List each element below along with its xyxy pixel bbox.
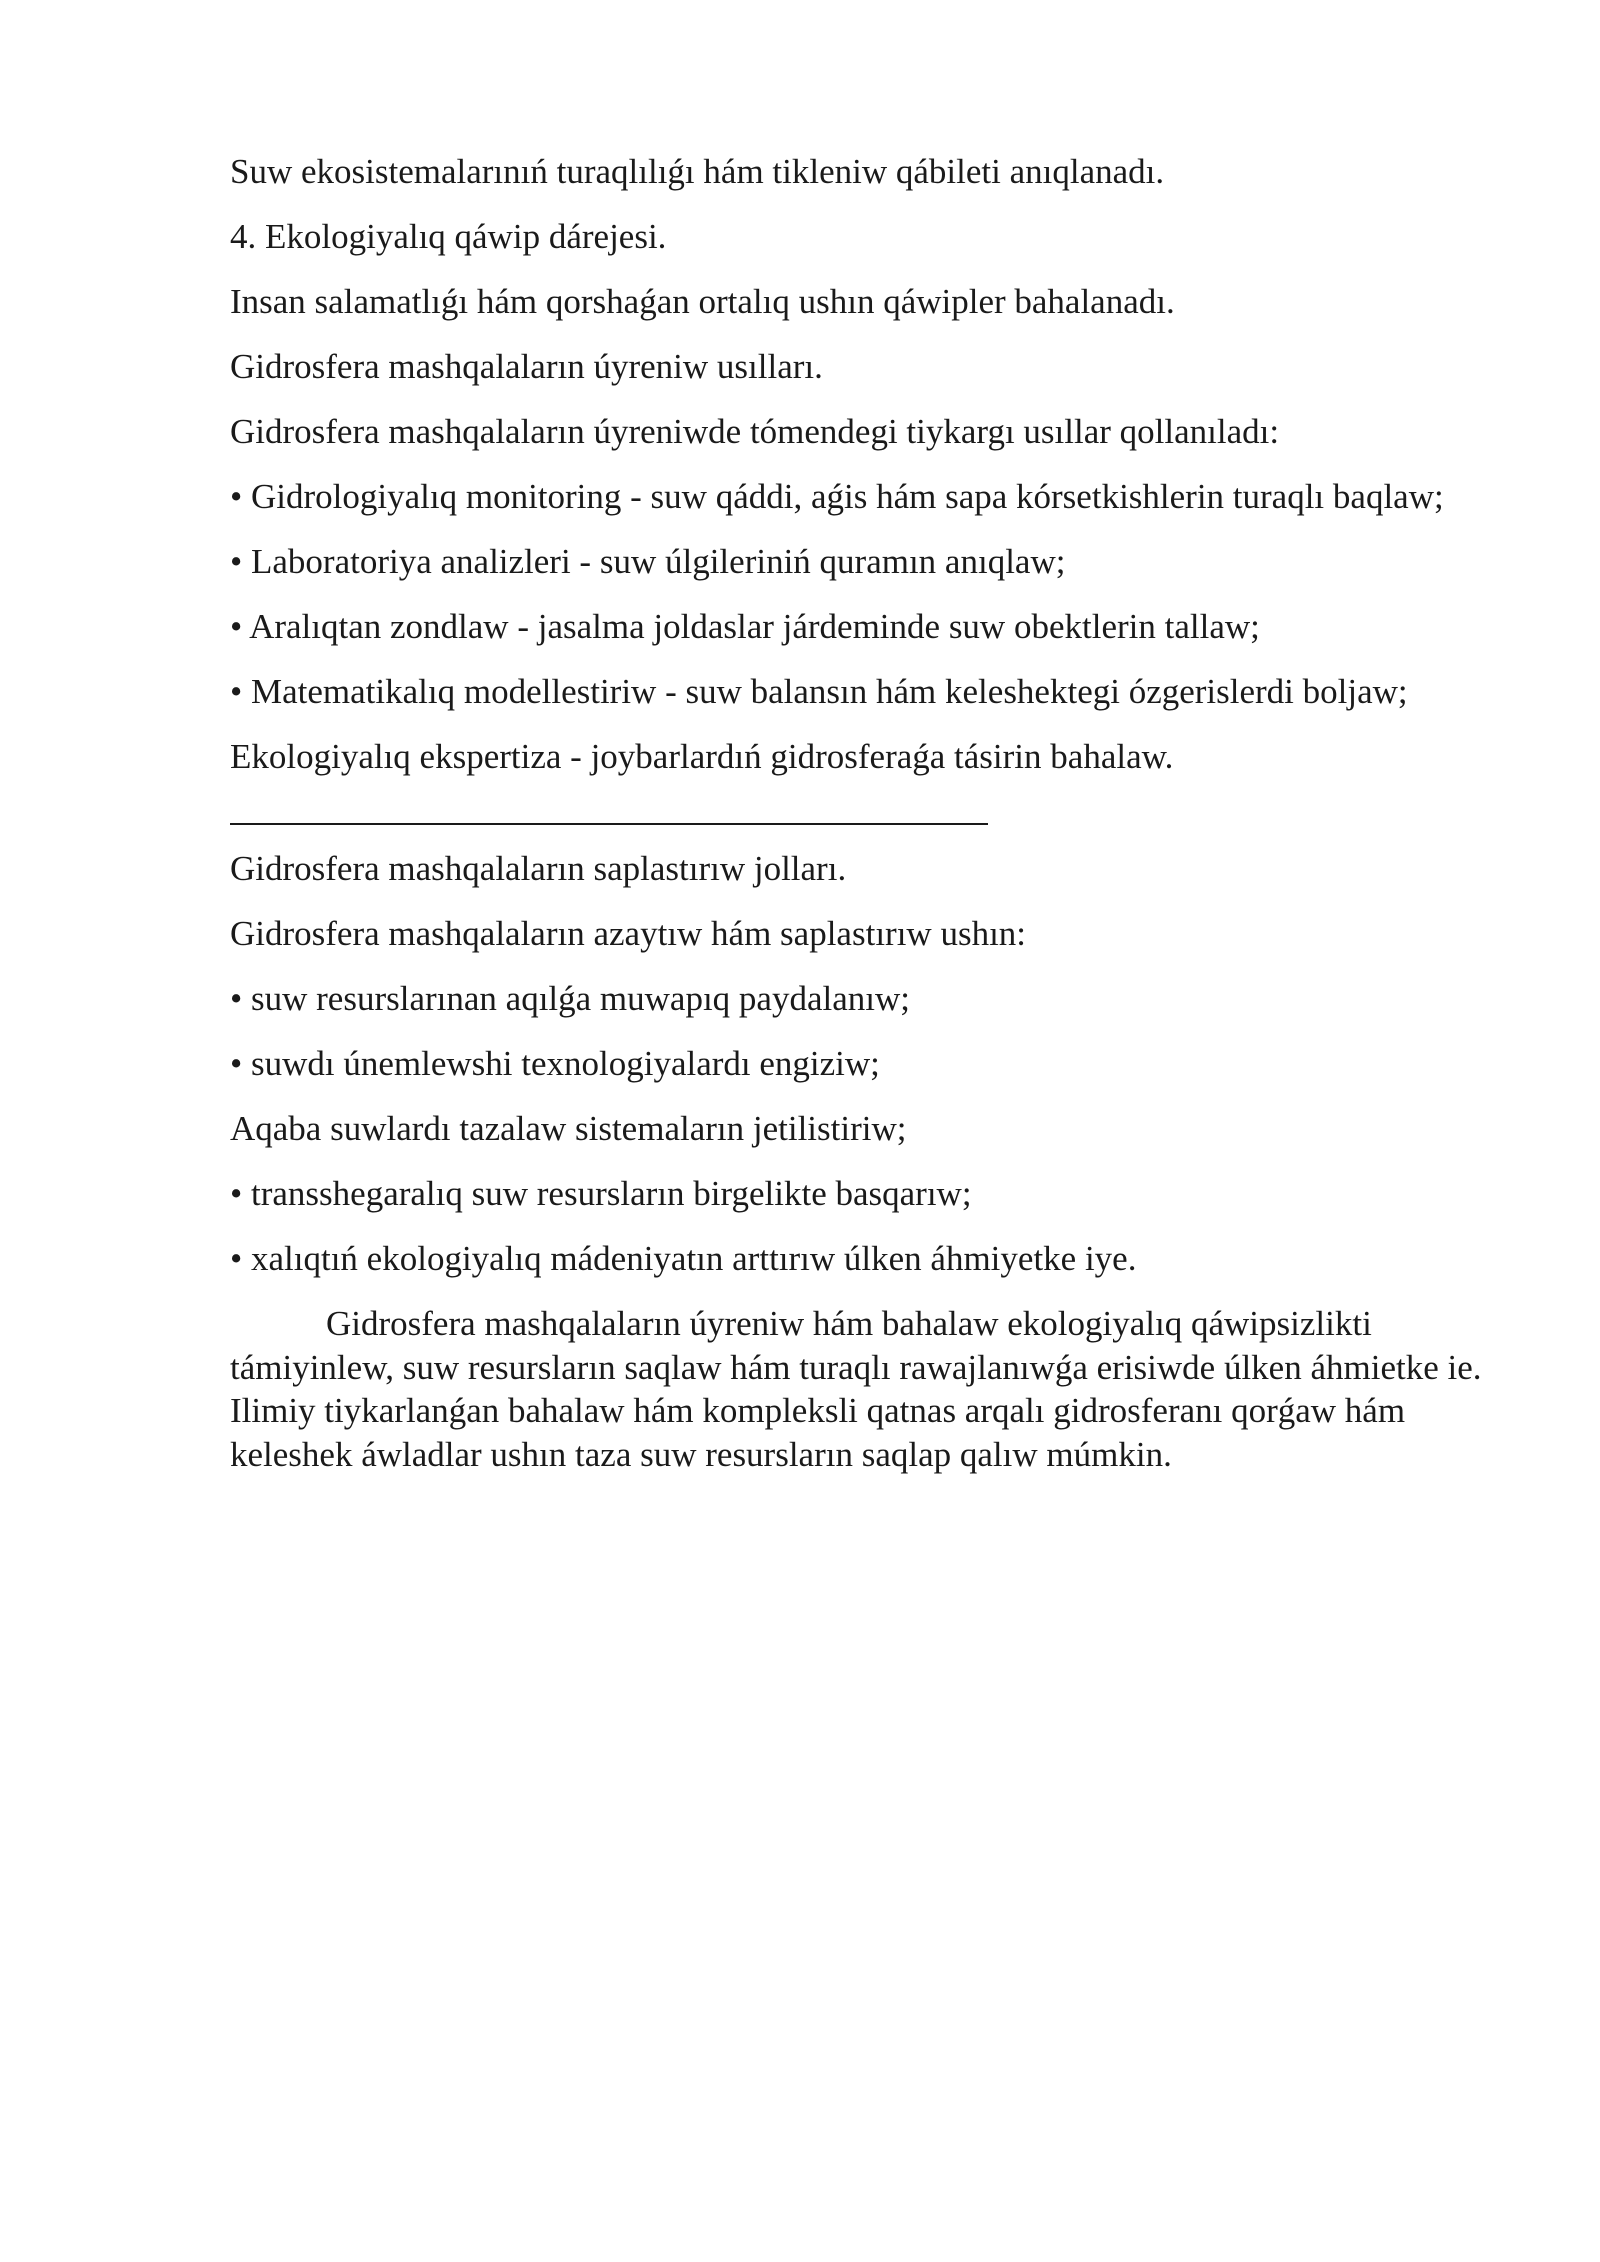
list-item-transboundary-management: • transshegaralıq suw resursların birgelikte basqarıw;	[230, 1174, 972, 1213]
list-item-remote-sensing: • Aralıqtan zondlaw - jasalma joldaslar járdeminde suw obektlerin tallaw;	[230, 607, 1260, 646]
list-item-rational-use: • suw resurslarınan aqılǵa muwapıq paydalanıw;	[230, 979, 910, 1018]
heading-study-methods: Gidrosfera mashqalaların úyreniw usılları.	[230, 347, 823, 386]
heading-solutions: Gidrosfera mashqalaların saplastırıw jolları.	[230, 849, 847, 888]
paragraph-solutions-intro: Gidrosfera mashqalaların azaytıw hám saplastırıw ushın:	[230, 914, 1027, 953]
paragraph-wastewater-treatment: Aqaba suwlardı tazalaw sistemaların jetilistiriw;	[230, 1109, 907, 1148]
list-item-hydrological-monitoring: • Gidrologiyalıq monitoring - suw qáddi, aǵis hám sapa kórsetkishlerin turaqlı baqlaw;	[230, 477, 1444, 516]
paragraph-ecological-expertise: Ekologiyalıq ekspertiza - joybarlardıń gidrosferaǵa tásirin bahalaw.	[230, 737, 1174, 776]
paragraph-health-risks: Insan salamatlıǵı hám qorshaǵan ortalıq ushın qáwipler bahalanadı.	[230, 282, 1175, 321]
conclusion-paragraph: Gidrosfera mashqalaların úyreniw hám bahalaw ekologiyalıq qáwipsizlikti támiyinlew, suw resursların saqlaw hám turaqlı rawajlanıwǵa erisiwde úlken áhmietke ie. Ilimiy tiykarlanǵan bahalaw hám kompleksli qatnas arqalı gidrosferanı qorǵaw hám keleshek áwladlar ushın taza suw resursların saqlap qalıw múmkin.	[230, 1304, 1482, 1474]
paragraph-methods-intro: Gidrosfera mashqalaların úyreniwde tómendegi tiykargı usıllar qollanıladı:	[230, 412, 1280, 451]
document-page	[230, 150, 1500, 1497]
list-item-ecological-culture: • xalıqtıń ekologiyalıq mádeniyatın arttırıw úlken áhmiyetke iye.	[230, 1239, 1137, 1278]
horizontal-rule	[230, 823, 988, 825]
list-item-laboratory-analysis: • Laboratoriya analizleri - suw úlgileriniń quramın anıqlaw;	[230, 542, 1066, 581]
paragraph-ecosystem-stability: Suw ekosistemalarınıń turaqlılıǵı hám tikleniw qábileti anıqlanadı.	[230, 152, 1165, 191]
list-item-mathematical-modelling: • Matematikalıq modellestiriw - suw balansın hám keleshektegi ózgerislerdi boljaw;	[230, 672, 1408, 711]
list-item-water-saving-tech: • suwdı únemlewshi texnologiyalardı engiziw;	[230, 1044, 880, 1083]
heading-ecological-risk-level: 4. Ekologiyalıq qáwip dárejesi.	[230, 217, 667, 256]
